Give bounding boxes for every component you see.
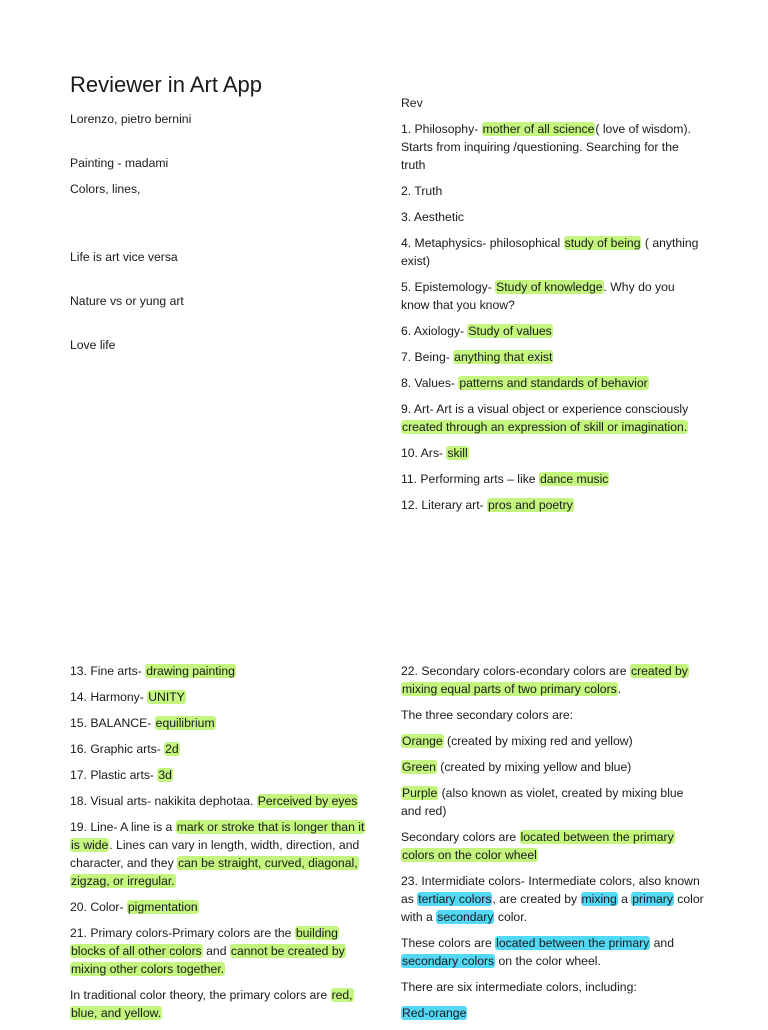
highlighted-text: Study of values bbox=[468, 324, 552, 338]
note-paragraph bbox=[401, 94, 706, 112]
note-paragraph bbox=[401, 706, 706, 724]
highlighted-text: created by mixing equal parts of two primary colors bbox=[402, 664, 688, 696]
note-text: Life is art vice versa bbox=[70, 250, 178, 264]
note-text: (created by mixing red and yellow) bbox=[443, 734, 633, 748]
highlighted-text: red, blue, and yellow. bbox=[71, 988, 353, 1020]
note-text: and bbox=[202, 944, 230, 958]
note-text: 12. Literary art- bbox=[401, 498, 488, 512]
note-paragraph bbox=[401, 1004, 706, 1022]
note-paragraph bbox=[70, 714, 370, 732]
notes-column-bottom-left bbox=[70, 662, 370, 1030]
highlighted-text: located between the primary colors on the color wheel bbox=[402, 830, 674, 862]
notes-column-top-right bbox=[401, 94, 706, 522]
note-text: 8. Values- bbox=[401, 376, 459, 390]
note-text: Lorenzo, pietro bernini bbox=[70, 112, 192, 126]
note-paragraph bbox=[401, 758, 706, 776]
highlighted-text: pros and poetry bbox=[488, 498, 573, 512]
note-paragraph bbox=[70, 818, 370, 890]
note-text: Nature vs or yung art bbox=[70, 294, 184, 308]
highlighted-text: primary bbox=[632, 892, 673, 906]
highlighted-text: mother of all science bbox=[482, 122, 595, 136]
notes-column-top-left bbox=[70, 110, 370, 362]
note-text: on the color wheel. bbox=[495, 954, 601, 968]
note-paragraph bbox=[70, 336, 370, 354]
note-text: . Why do you know that you know? bbox=[401, 280, 675, 312]
note-text: ( anything exist) bbox=[401, 236, 699, 268]
note-text: color with a bbox=[401, 892, 704, 924]
note-paragraph bbox=[70, 740, 370, 758]
highlighted-text: pigmentation bbox=[127, 900, 198, 914]
note-text: 11. Performing arts – like bbox=[401, 472, 539, 486]
note-text: 7. Being- bbox=[401, 350, 454, 364]
note-text: These colors are bbox=[401, 936, 496, 950]
highlighted-text: anything that exist bbox=[454, 350, 553, 364]
note-paragraph bbox=[70, 110, 370, 128]
note-paragraph bbox=[401, 470, 706, 488]
note-text: 18. Visual arts- nakikita dephotaa. bbox=[70, 794, 257, 808]
note-text: In traditional color theory, the primary colors are bbox=[70, 988, 331, 1002]
note-text: . bbox=[617, 682, 622, 696]
note-text: 6. Axiology- bbox=[401, 324, 468, 338]
note-text: 19. Line- A line is a bbox=[70, 820, 176, 834]
highlighted-text: located between the primary bbox=[496, 936, 650, 950]
highlighted-text: Purple bbox=[402, 786, 438, 800]
highlighted-text: drawing painting bbox=[146, 664, 235, 678]
note-paragraph bbox=[401, 374, 706, 392]
note-paragraph bbox=[401, 828, 706, 864]
highlighted-text: 3d bbox=[158, 768, 172, 782]
note-paragraph bbox=[401, 444, 706, 462]
note-paragraph bbox=[401, 496, 706, 514]
note-paragraph bbox=[70, 662, 370, 680]
highlighted-text: dance music bbox=[539, 472, 609, 486]
note-paragraph bbox=[401, 732, 706, 750]
note-text: Colors, lines, bbox=[70, 182, 141, 196]
highlighted-text: UNITY bbox=[148, 690, 185, 704]
note-paragraph bbox=[70, 986, 370, 1022]
note-paragraph bbox=[401, 978, 706, 996]
note-text: 10. Ars- bbox=[401, 446, 447, 460]
note-paragraph bbox=[401, 400, 706, 436]
note-paragraph bbox=[70, 154, 370, 172]
note-paragraph bbox=[70, 688, 370, 706]
note-paragraph bbox=[70, 248, 370, 266]
highlighted-text: study of being bbox=[564, 236, 641, 250]
note-text: Painting - madami bbox=[70, 156, 169, 170]
note-text: 13. Fine arts- bbox=[70, 664, 146, 678]
note-text: The three secondary colors are: bbox=[401, 708, 574, 722]
note-text: 23. Intermidiate colors- Intermediate colors, also known as bbox=[401, 874, 700, 906]
highlighted-text: cannot be created by mixing other colors together. bbox=[71, 944, 345, 976]
note-paragraph bbox=[401, 322, 706, 340]
note-text: 1. Philosophy- bbox=[401, 122, 482, 136]
note-paragraph bbox=[401, 182, 706, 200]
note-paragraph bbox=[70, 766, 370, 784]
highlighted-text: secondary bbox=[437, 910, 494, 924]
notes-column-bottom-right bbox=[401, 662, 706, 1030]
highlighted-text: mixing bbox=[581, 892, 617, 906]
highlighted-text: Red-orange bbox=[402, 1006, 467, 1020]
note-text: 20. Color- bbox=[70, 900, 127, 914]
note-text: 21. Primary colors-Primary colors are the bbox=[70, 926, 295, 940]
highlighted-text: secondary colors bbox=[402, 954, 495, 968]
highlighted-text: equilibrium bbox=[155, 716, 215, 730]
note-text: and bbox=[650, 936, 674, 950]
note-paragraph bbox=[70, 792, 370, 810]
highlighted-text: Orange bbox=[402, 734, 443, 748]
note-text: 15. BALANCE- bbox=[70, 716, 155, 730]
note-text: 3. Aesthetic bbox=[401, 210, 465, 224]
note-paragraph bbox=[401, 662, 706, 698]
note-paragraph bbox=[401, 208, 706, 226]
highlighted-text: Green bbox=[402, 760, 436, 774]
note-paragraph bbox=[401, 872, 706, 926]
note-text: (created by mixing yellow and blue) bbox=[436, 760, 632, 774]
note-text: 17. Plastic arts- bbox=[70, 768, 158, 782]
note-text: 16. Graphic arts- bbox=[70, 742, 165, 756]
note-paragraph bbox=[401, 278, 706, 314]
highlighted-text: skill bbox=[447, 446, 468, 460]
note-paragraph bbox=[401, 120, 706, 174]
note-paragraph bbox=[70, 180, 370, 198]
highlighted-text: created through an expression of skill or imagination. bbox=[402, 420, 688, 434]
note-paragraph bbox=[401, 234, 706, 270]
note-text: 22. Secondary colors-econdary colors are bbox=[401, 664, 630, 678]
note-text: ( love of wisdom). Starts from inquiring /questioning. Searching for the truth bbox=[401, 122, 691, 172]
highlighted-text: Study of knowledge bbox=[496, 280, 603, 294]
note-text: . Lines can vary in length, width, direction, and character, and they bbox=[70, 838, 360, 870]
highlighted-text: tertiary colors bbox=[418, 892, 492, 906]
highlighted-text: 2d bbox=[165, 742, 179, 756]
note-paragraph bbox=[401, 934, 706, 970]
note-text: a bbox=[617, 892, 632, 906]
note-text: Rev bbox=[401, 96, 423, 110]
document-title: Reviewer in Art App bbox=[70, 72, 262, 97]
note-text: 14. Harmony- bbox=[70, 690, 148, 704]
note-paragraph bbox=[401, 348, 706, 366]
note-text: 9. Art- Art is a visual object or experience consciously bbox=[401, 402, 689, 416]
note-text: 2. Truth bbox=[401, 184, 443, 198]
highlighted-text: Perceived by eyes bbox=[257, 794, 358, 808]
note-text: 5. Epistemology- bbox=[401, 280, 496, 294]
highlighted-text: can be straight, curved, diagonal, zigzag, or irregular. bbox=[71, 856, 358, 888]
note-text: Secondary colors are bbox=[401, 830, 520, 844]
note-text: , are created by bbox=[492, 892, 581, 906]
note-paragraph bbox=[401, 784, 706, 820]
note-paragraph bbox=[70, 292, 370, 310]
highlighted-text: mark or stroke that is longer than it is wide bbox=[71, 820, 365, 852]
note-text: (also known as violet, created by mixing blue and red) bbox=[401, 786, 684, 818]
note-text: 4. Metaphysics- philosophical bbox=[401, 236, 564, 250]
note-text: color. bbox=[494, 910, 527, 924]
note-paragraph bbox=[70, 924, 370, 978]
note-text: Love life bbox=[70, 338, 116, 352]
note-paragraph bbox=[70, 898, 370, 916]
note-text: There are six intermediate colors, including: bbox=[401, 980, 637, 994]
highlighted-text: patterns and standards of behavior bbox=[459, 376, 648, 390]
highlighted-text: building blocks of all other colors bbox=[71, 926, 338, 958]
